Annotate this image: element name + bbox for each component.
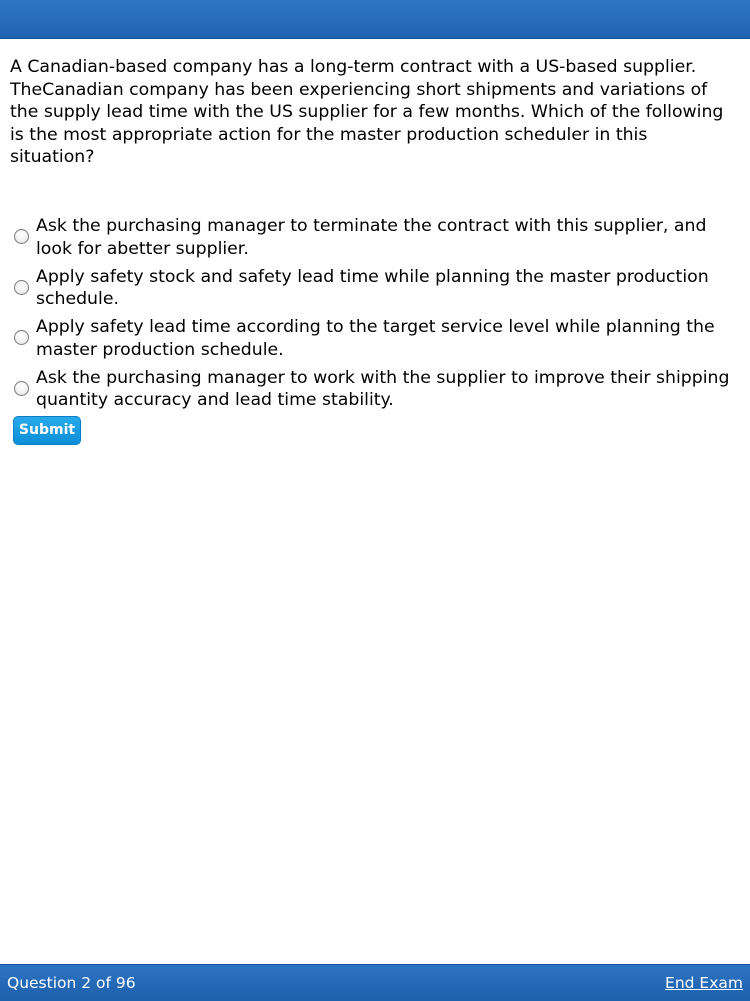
question-text: A Canadian-based company has a long-term contract with a US-based supplier. TheCanadian company has been experiencing short shipments and variations of the supply lead time with the US supplier for a few months. Which of the following is the most appropriate action for the master production scheduler in this situation? xyxy=(10,57,724,167)
answer-option-1[interactable] xyxy=(0,214,750,265)
radio-button-1[interactable] xyxy=(14,229,29,244)
answer-option-label: Ask the purchasing manager to work with the supplier to improve their shipping quantity accuracy and lead time stability. xyxy=(36,367,730,411)
answer-option-label: Apply safety lead time according to the target service level while planning the master production schedule. xyxy=(36,317,715,360)
radio-button-4[interactable] xyxy=(14,381,29,396)
answer-option-label: Apply safety stock and safety lead time while planning the master production schedule. xyxy=(36,266,709,310)
radio-button-3[interactable] xyxy=(14,330,29,345)
answer-options xyxy=(0,214,750,416)
question-counter: Question 2 of 96 xyxy=(7,974,136,992)
bottom-footer-bar xyxy=(0,964,750,1001)
answer-option-label: Ask the purchasing manager to terminate the contract with this supplier, and look for abetter supplier. xyxy=(36,216,707,259)
answer-option-4[interactable] xyxy=(0,366,750,417)
submit-button[interactable]: Submit xyxy=(13,416,81,445)
radio-button-2[interactable] xyxy=(14,280,29,295)
answer-option-2[interactable] xyxy=(0,265,750,316)
end-exam-link[interactable]: End Exam xyxy=(665,974,743,992)
answer-option-3[interactable] xyxy=(0,315,750,366)
top-header-bar xyxy=(0,0,750,39)
